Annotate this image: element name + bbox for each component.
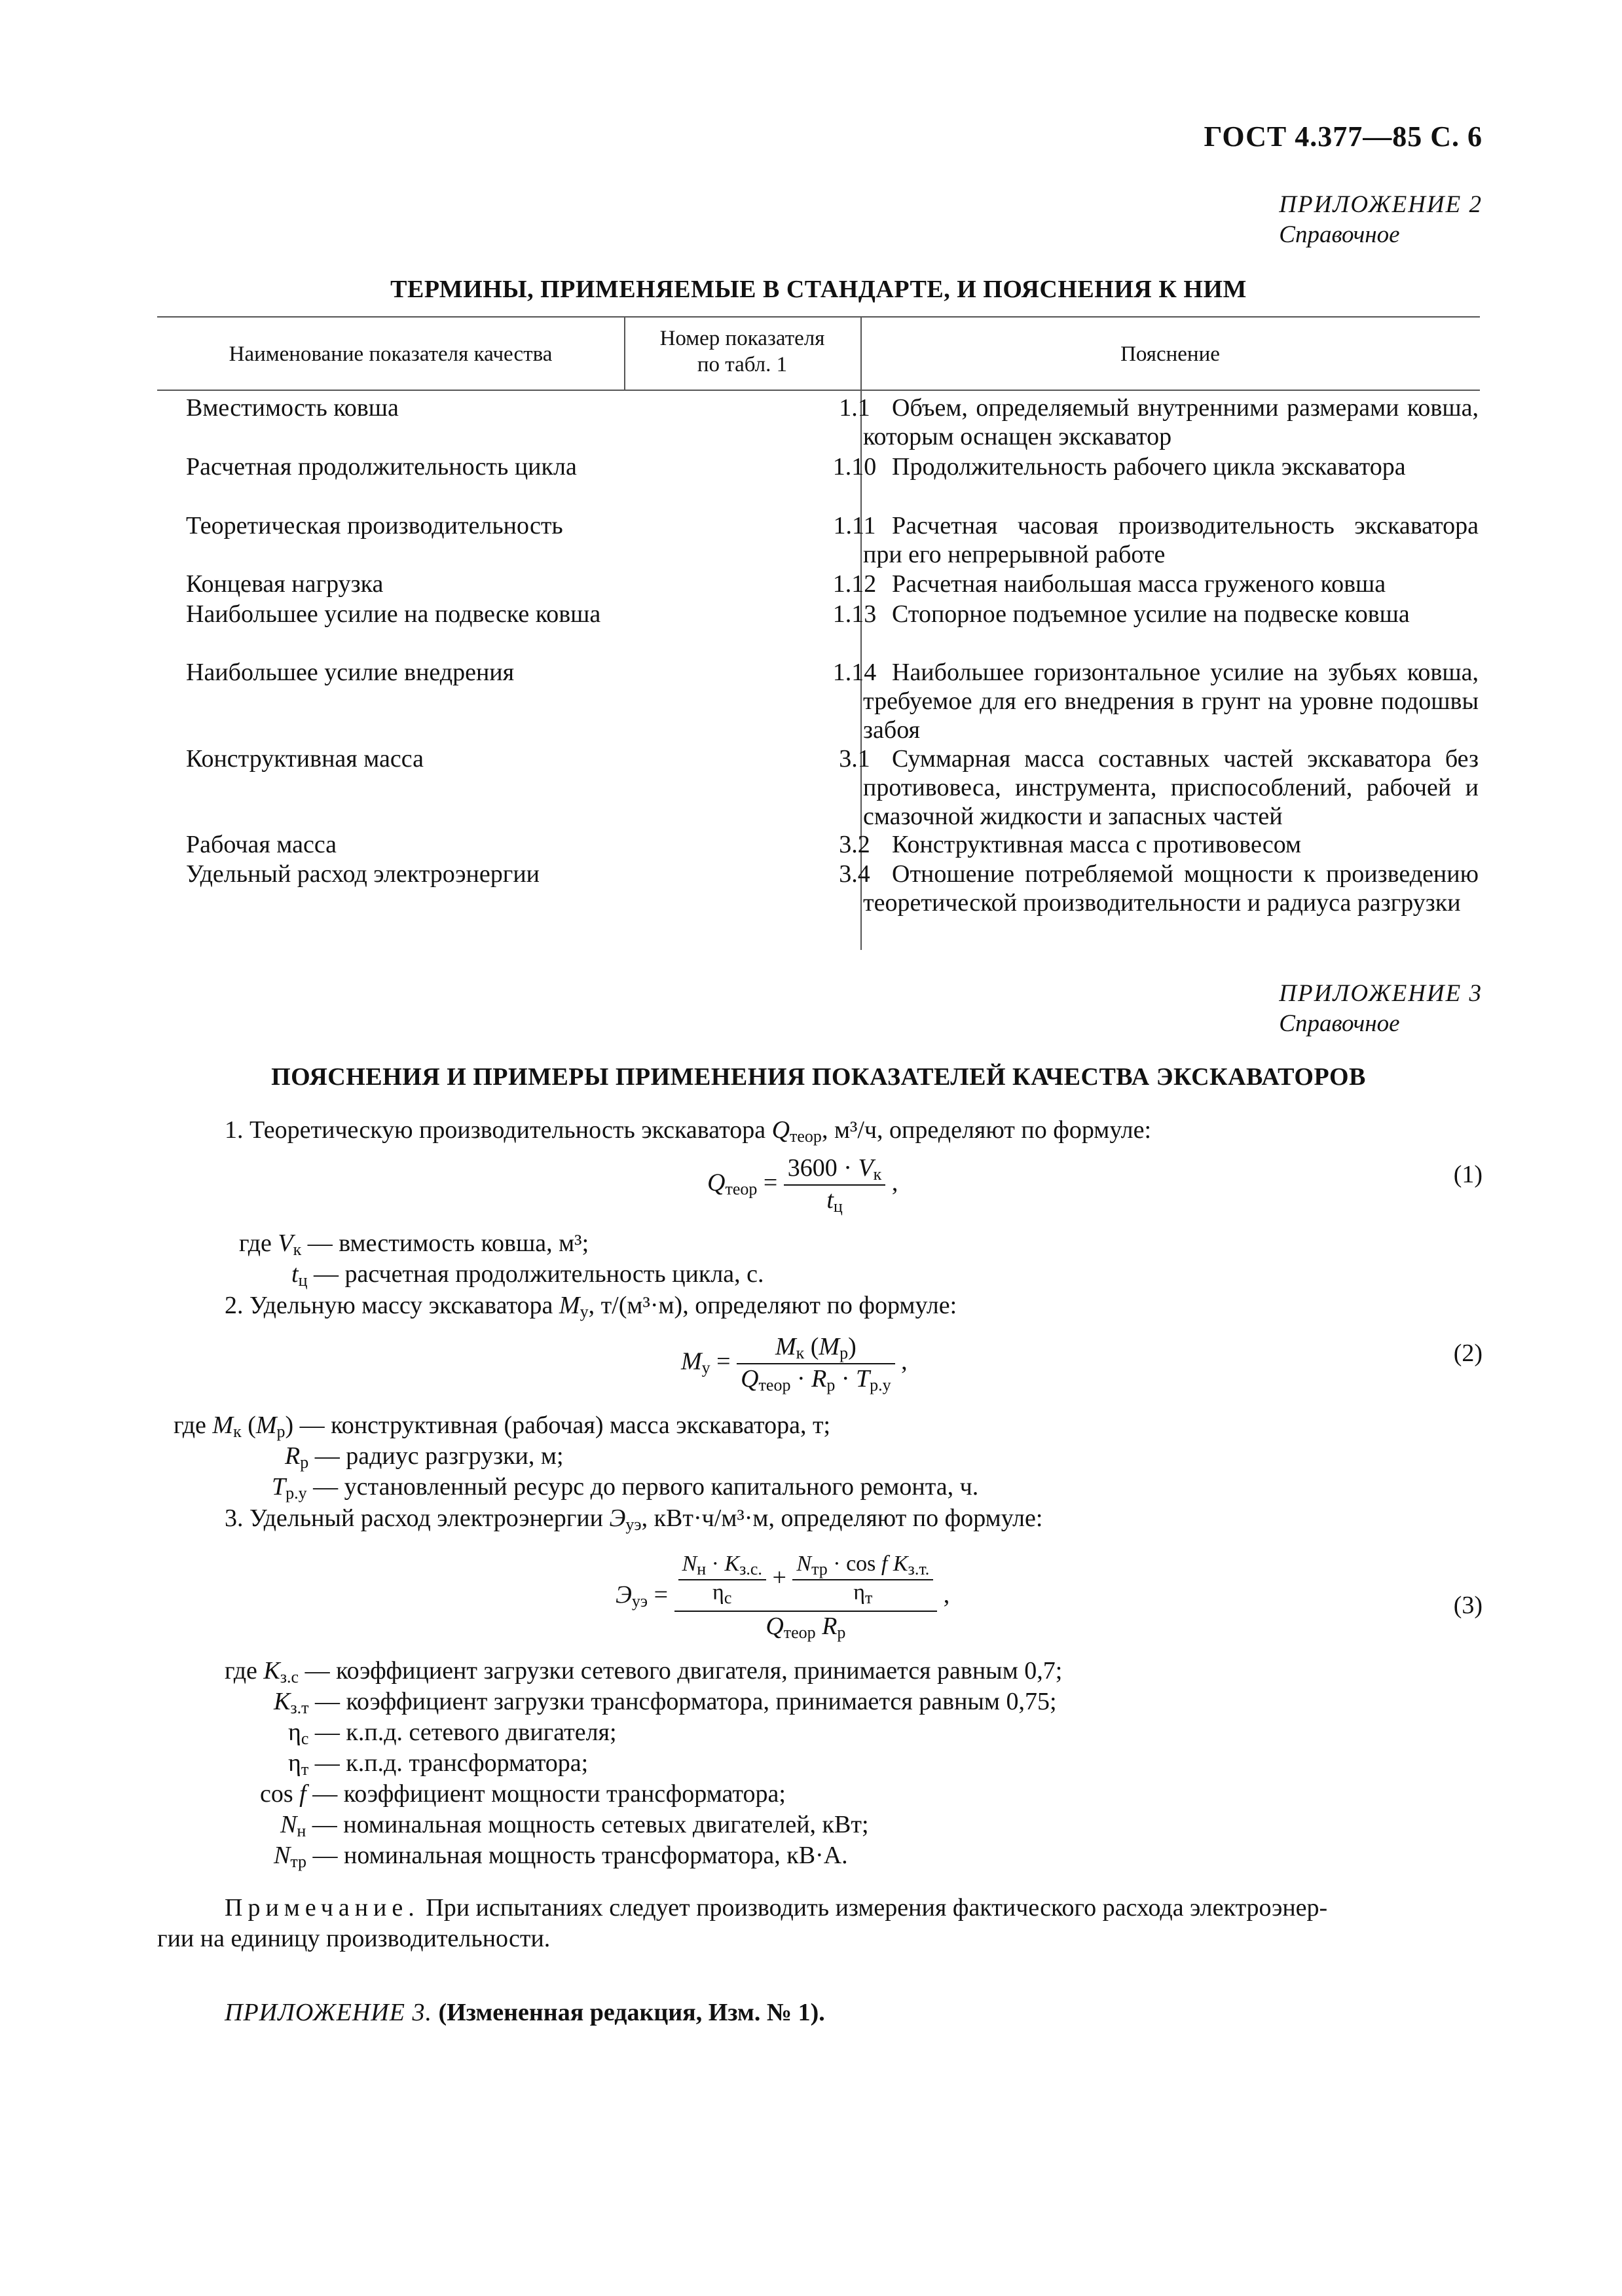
where-2-rp: $R_р$ — радиус разгрузки, м; bbox=[285, 1442, 564, 1472]
equation-number-3: (3) bbox=[1453, 1592, 1483, 1619]
where-3-kzs: где $K_{з.с}$ — коэффициент загрузки сетевого двигателя, принимается равным 0,7; bbox=[225, 1657, 1063, 1686]
table-row-explanation: Объем, определяемый внутренними размерами ковша, которым оснащен экскаватор bbox=[863, 394, 1479, 450]
where-3-nn: $N_н$ — номинальная мощность сетевых двигателей, кВт; bbox=[280, 1811, 869, 1840]
table-header-number: Номер показателя по табл. 1 bbox=[659, 327, 825, 376]
appendix-2-label bbox=[1279, 190, 1483, 250]
where-2-mk: где $M_к$ $(M_р)$ — конструктивная (рабочая) масса экскаватора, т; bbox=[174, 1412, 831, 1441]
terms-table bbox=[157, 316, 1480, 958]
table-row-name: Вместимость ковша bbox=[186, 394, 399, 422]
appendix-3-amendment: ПРИЛОЖЕНИЕ 3. (Измененная редакция, Изм. № 1). bbox=[225, 1999, 825, 2026]
table-row-number: 1.13 bbox=[832, 600, 877, 628]
table-row-number: 3.1 bbox=[839, 745, 870, 773]
where-1-tc: $t_ц$ — расчетная продолжительность цикла, с. bbox=[291, 1260, 764, 1290]
appendix-number: ПРИЛОЖЕНИЕ 3 bbox=[1279, 980, 1483, 1007]
formula-2: $M_у$ = $\frac{M_к (M_р)}{Q_{теор} \cdot R_р \cdot T_{р.у}}$ , bbox=[681, 1333, 908, 1394]
table-row-name: Наибольшее усилие на подвеске ковша bbox=[186, 600, 601, 628]
table-row-number: 3.4 bbox=[839, 860, 870, 888]
where-2-tpy: $T_{р.у}$ — установленный ресурс до первого капитального ремонта, ч. bbox=[272, 1473, 979, 1503]
table-row-explanation: Наибольшее горизонтальное усилие на зубьях ковша, требуемое для его внедрения в грунт на уровне подошвы забоя bbox=[863, 659, 1479, 744]
appendix-3-label bbox=[1279, 979, 1483, 1039]
table-row-number: 1.1 bbox=[839, 394, 870, 422]
table-header-name: Наименование показателя качества bbox=[229, 342, 553, 366]
table-row-number: 1.11 bbox=[833, 512, 876, 539]
note-continuation: гии на единицу производительности. bbox=[157, 1925, 551, 1952]
table-row-number: 1.12 bbox=[832, 570, 877, 598]
equation-number-1: (1) bbox=[1453, 1161, 1483, 1188]
section-title-explanations: ПОЯСНЕНИЯ И ПРИМЕРЫ ПРИМЕНЕНИЯ ПОКАЗАТЕЛЕЙ КАЧЕСТВА ЭКСКАВАТОРОВ bbox=[271, 1063, 1366, 1091]
table-row-number: 1.10 bbox=[832, 453, 877, 481]
table-header-explanation: Пояснение bbox=[1120, 342, 1220, 366]
formula-3: $Э_{уэ}$ = $\frac{N_н \cdot K_{з.с.}}{\eta_с}$ + $\frac{N_{тр} \cdot \cos f K_{з.т.}}{\eta_т}$ $Q_{теор}$ $R_р$ , bbox=[616, 1552, 950, 1642]
table-row-explanation: Стопорное подъемное усилие на подвеске ковша bbox=[892, 600, 1410, 628]
table-row-explanation: Конструктивная масса с противовесом bbox=[892, 831, 1302, 858]
paragraph-1: 1. Теоретическую производительность экскаватора $Q_{теор}$, м³/ч, определяют по формуле: bbox=[225, 1116, 1152, 1146]
paragraph-2: 2. Удельную массу экскаватора $M_у$, т/(м³·м), определяют по формуле: bbox=[225, 1292, 957, 1321]
table-row-explanation: Суммарная масса составных частей экскаватора без противовеса, инструмента, приспособлений, рабочей и смазочной жидкости и запасных частей bbox=[863, 745, 1479, 830]
where-3-ntr: $N_{тр}$ — номинальная мощность трансформатора, кВ·А. bbox=[274, 1842, 848, 1871]
appendix-number: ПРИЛОЖЕНИЕ 2 bbox=[1279, 191, 1483, 218]
table-row-explanation: Расчетная наибольшая масса груженого ковша bbox=[892, 570, 1386, 598]
equation-number-2: (2) bbox=[1453, 1339, 1483, 1367]
table-row-number: 1.14 bbox=[832, 659, 877, 686]
where-3-kzt: $K_{з.т}$ — коэффициент загрузки трансформатора, принимается равным 0,75; bbox=[274, 1688, 1057, 1717]
table-row-explanation: Расчетная часовая производительность экскаватора при его непрерывной работе bbox=[863, 512, 1479, 568]
note: Примечание. При испытаниях следует производить измерения фактического расхода электроэнер- bbox=[225, 1894, 1328, 1922]
table-row-name: Конструктивная масса bbox=[186, 745, 424, 773]
table-row-explanation: Продолжительность рабочего цикла экскаватора bbox=[892, 453, 1406, 481]
paragraph-3: 3. Удельный расход электроэнергии $Э_{уэ}$, кВт·ч/м³·м, определяют по формуле: bbox=[225, 1504, 1043, 1534]
table-row-name: Удельный расход электроэнергии bbox=[186, 860, 540, 888]
page-header: ГОСТ 4.377—85 С. 6 bbox=[1204, 120, 1483, 153]
section-title-terms: ТЕРМИНЫ, ПРИМЕНЯЕМЫЕ В СТАНДАРТЕ, И ПОЯСНЕНИЯ К НИМ bbox=[390, 276, 1247, 303]
where-1-vk: где $V_к$ — вместимость ковша, м³; bbox=[239, 1230, 589, 1259]
table-row-explanation: Отношение потребляемой мощности к произведению теоретической производительности и радиуса разгрузки bbox=[863, 860, 1479, 917]
table-row-name: Концевая нагрузка bbox=[186, 570, 384, 598]
table-row-name: Расчетная продолжительность цикла bbox=[186, 453, 577, 481]
formula-1: $Q_{теор}$ = $\frac{3600 \cdot V_к}{t_ц}$ , bbox=[707, 1154, 898, 1216]
where-3-eta-t: $\eta_т$ — к.п.д. трансформатора; bbox=[288, 1749, 589, 1779]
table-row-name: Рабочая масса bbox=[186, 831, 337, 858]
table-row-name: Теоретическая производительность bbox=[186, 512, 563, 539]
table-row-number: 3.2 bbox=[839, 831, 870, 858]
appendix-type: Справочное bbox=[1279, 221, 1400, 248]
table-row-name: Наибольшее усилие внедрения bbox=[186, 659, 515, 686]
appendix-type: Справочное bbox=[1279, 1010, 1400, 1037]
where-3-cos: cos f — коэффициент мощности трансформатора; bbox=[260, 1780, 786, 1808]
where-3-eta-c: $\eta_с$ — к.п.д. сетевого двигателя; bbox=[288, 1719, 617, 1748]
